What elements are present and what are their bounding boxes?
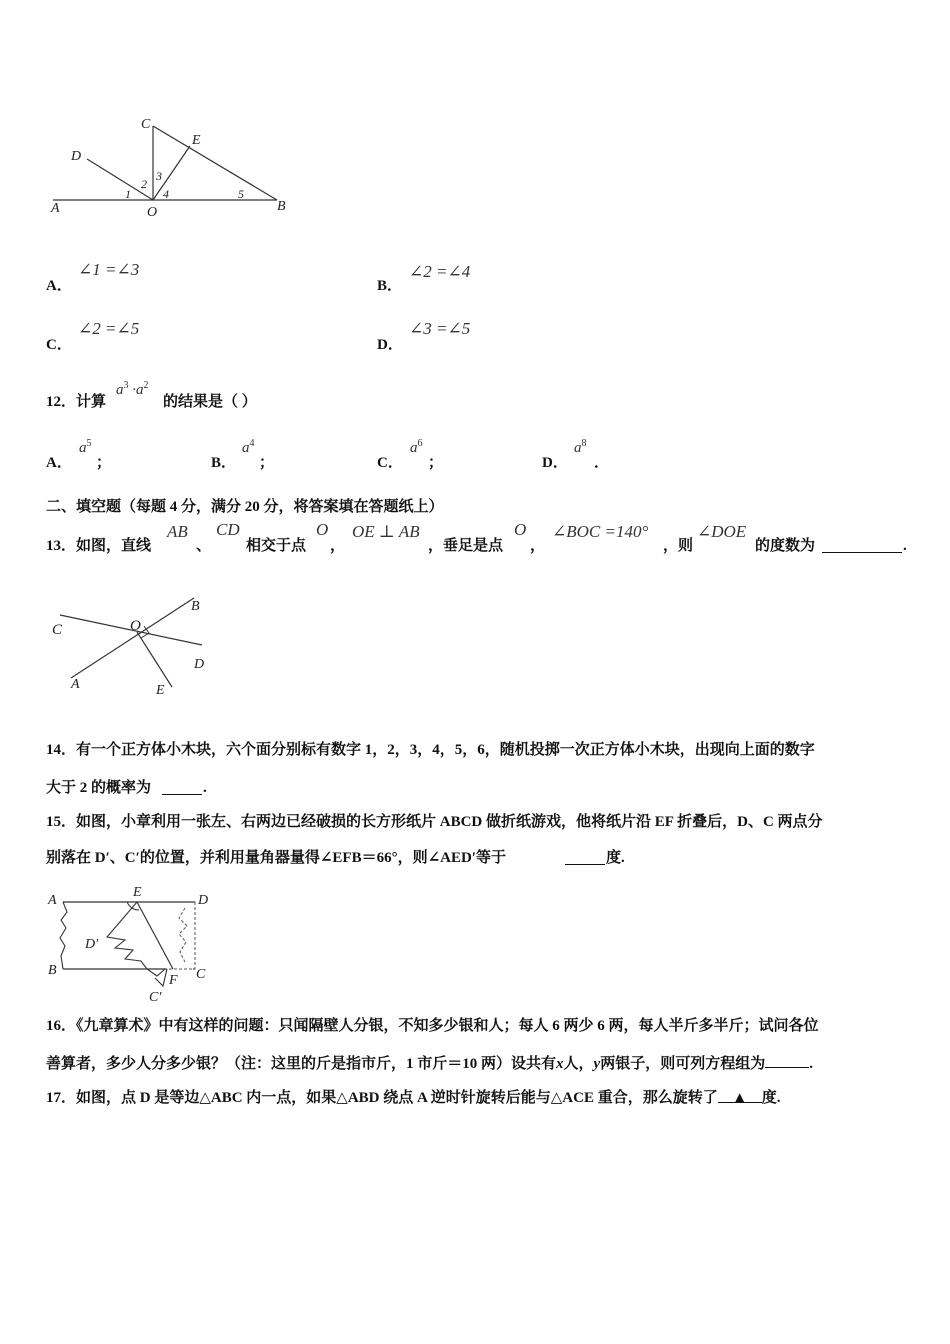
q13-text-1: 13．如图，直线 [46, 538, 152, 554]
q13-text-7: ，则 [663, 538, 694, 554]
q12-option-d-base: a [574, 440, 582, 456]
q15-answer-blank[interactable] [565, 850, 605, 865]
q12-option-c-end: ； [428, 455, 444, 471]
q12-option-a-exp: 5 [86, 438, 92, 449]
q12-option-b-expr [242, 438, 255, 457]
q13-text-2: 、 [196, 538, 212, 554]
q14-end: . [203, 780, 207, 796]
q15-label-A: A [48, 893, 57, 908]
q16-line-2b: 人， [563, 1056, 594, 1072]
q15-line-2: 别落在 D′、C′的位置，并利用量角器量得∠EFB＝66°，则∠AED′等于 [46, 850, 507, 866]
q11-option-b-expr: ∠2 =∠4 [409, 262, 471, 281]
q12-suffix: 的结果是（ ） [163, 394, 257, 410]
q14-line-2: 大于 2 的概率为 [46, 780, 152, 796]
section-title: 二、填空题（每题 4 分，满分 20 分，将答案填在答题纸上） [46, 499, 444, 515]
q13-text-3: 相交于点 [246, 538, 307, 554]
q13-label-D: D [194, 657, 205, 672]
q13-math-angle-doe: ∠DOE [697, 522, 747, 541]
q15-label-B: B [48, 963, 57, 978]
q16-var-y: y [593, 1056, 601, 1072]
q12-option-a-end: ； [96, 455, 112, 471]
q11-label-E: E [192, 133, 201, 148]
q13-math-cd: CD [216, 520, 240, 539]
q11-label-C: C [141, 117, 151, 132]
q15-line-1: 15．如图，小章利用一张左、右两边已经破损的长方形纸片 ABCD 做折纸游戏，他将纸片沿 EF 折叠后，D、C 两点分 [46, 814, 823, 830]
q16-line-1: 16．《九章算术》中有这样的问题：只闻隔壁人分银，不知多少银和人；每人 6 两少 6 两，每人半斤多半斤；试问各位 [46, 1018, 819, 1034]
q12-option-d-expr [574, 438, 587, 457]
q12-option-c-letter: C． [377, 455, 403, 471]
q16-var-x: x [556, 1056, 564, 1072]
q16-answer-blank[interactable] [765, 1053, 809, 1068]
q16-line-2a: 善算者，多少人分多少银？（注：这里的斤是指市斤，1 市斤＝10 两）设共有 [46, 1056, 557, 1072]
q12-exp2: 2 [143, 380, 149, 391]
q15-label-C: C [196, 967, 206, 982]
q15-label-D-prime: D′ [85, 937, 99, 952]
q13-label-B: B [191, 599, 200, 614]
q11-label-4: 4 [163, 187, 169, 201]
q17-text: 17．如图，点 D 是等边△ABC 内一点，如果△ABD 绕点 A 逆时针旋转后能与△ACE 重合，那么旋转了 [46, 1090, 718, 1106]
q11-label-1: 1 [125, 187, 131, 201]
q12-option-d-exp: 8 [581, 438, 587, 449]
q13-label-C: C [52, 622, 63, 638]
q14-answer-blank[interactable] [162, 780, 202, 795]
q15-label-F: F [169, 973, 178, 988]
q13-text-4: ， [330, 538, 346, 554]
q15-label-E: E [133, 885, 142, 900]
q13-math-o2: O [514, 520, 527, 539]
q11-option-c-letter: C． [46, 337, 72, 353]
q17-answer-blank[interactable] [718, 1088, 762, 1106]
q11-label-B: B [277, 199, 286, 214]
q12-option-c-expr [410, 438, 423, 457]
q13-text-8: 的度数为 [755, 538, 816, 554]
q16-end: . [809, 1056, 813, 1072]
q17-end: 度. [761, 1090, 781, 1106]
q13-text-6: ， [530, 538, 546, 554]
q15-figure [45, 882, 220, 1004]
q13-label-A: A [71, 677, 80, 692]
q13-label-E: E [156, 683, 165, 698]
q12-base1: a [116, 382, 124, 398]
q11-label-O: O [147, 205, 158, 220]
q11-label-2: 2 [141, 177, 147, 191]
q11-label-A: A [51, 201, 60, 216]
q12-option-a-expr [79, 438, 92, 457]
q11-figure [45, 112, 295, 222]
q12-option-d-letter: D． [542, 455, 568, 471]
q12-option-a-base: a [79, 440, 87, 456]
q11-option-a-letter: A． [46, 278, 72, 294]
q11-option-d-letter: D． [377, 337, 403, 353]
q17-line [46, 1088, 780, 1108]
q12-prefix: 12．计算 [46, 394, 107, 410]
q11-label-5: 5 [238, 187, 244, 201]
q13-math-angle-boc: ∠BOC =140° [552, 522, 649, 541]
q12-option-b-base: a [242, 440, 250, 456]
q12-expression [116, 380, 149, 399]
q12-exp1: 3 [123, 380, 129, 391]
q11-label-D: D [71, 149, 82, 164]
q16-line-2 [46, 1053, 813, 1074]
q17-marker: ▲ [732, 1090, 748, 1106]
q12-base2: a [136, 382, 144, 398]
q11-label-3: 3 [156, 169, 162, 183]
q11-option-d-expr: ∠3 =∠5 [409, 319, 471, 338]
q13-math-o1: O [316, 520, 329, 539]
q12-dot: · [132, 382, 136, 398]
q15-end: 度. [606, 850, 625, 866]
q13-label-O: O [130, 618, 141, 634]
q14-line-1: 14．有一个正方体小木块，六个面分别标有数字 1，2，3，4，5，6，随机投掷一次正方体小木块，出现向上面的数字 [46, 742, 815, 758]
q11-option-a-expr: ∠1 =∠3 [78, 260, 140, 279]
q15-label-C-prime: C′ [149, 990, 162, 1004]
q13-text-5: ，垂足是点 [428, 538, 504, 554]
q13-math-perp: OE ⊥ AB [352, 522, 420, 541]
q13-answer-blank[interactable] [822, 538, 902, 553]
q13-figure [46, 588, 216, 698]
q13-math-ab: AB [167, 522, 188, 541]
q16-line-2c: 两银子，则可列方程组为 [600, 1056, 766, 1072]
q12-option-b-end: ； [259, 455, 275, 471]
q15-label-D: D [198, 893, 209, 908]
q12-option-a-letter: A． [46, 455, 72, 471]
q12-option-b-exp: 4 [249, 438, 255, 449]
q11-option-c-expr: ∠2 =∠5 [78, 319, 140, 338]
q12-option-d-end: ． [594, 455, 610, 471]
q12-option-c-exp: 6 [417, 438, 423, 449]
q12-option-c-base: a [410, 440, 418, 456]
q12-option-b-letter: B． [211, 455, 237, 471]
q13-text-9: . [903, 538, 907, 554]
q11-option-b-letter: B． [377, 278, 403, 294]
